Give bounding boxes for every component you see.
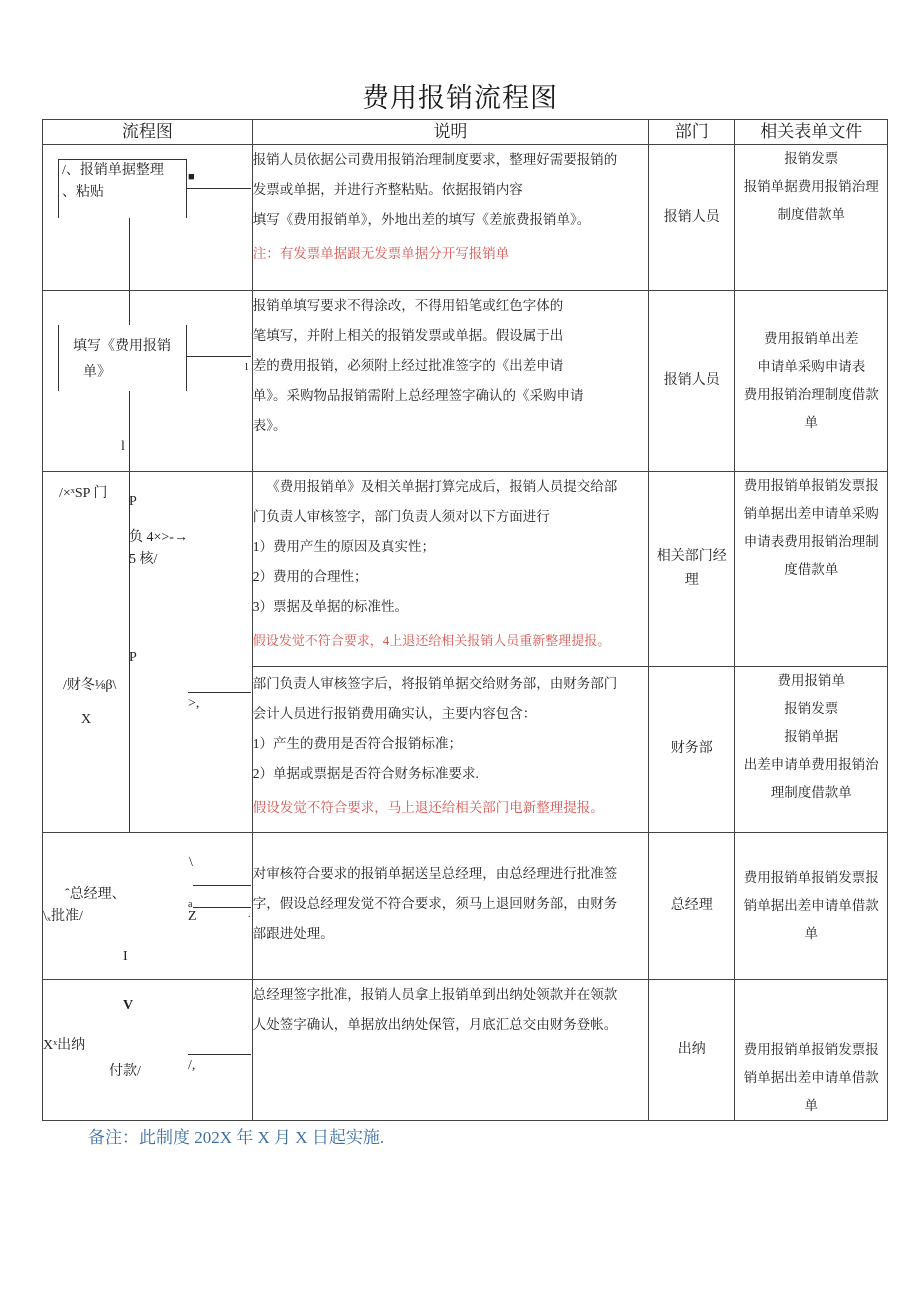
description-line: 单》。采购物品报销需附上总经理签字确认的《采购申请 [252,388,584,403]
description-line: 发票或单据，并进行齐整粘贴。依据报销内容 [252,182,523,197]
description-cell [252,833,648,980]
flow-cell [43,980,253,1121]
flow-step-label: Xˣ出纳 [43,1038,86,1053]
description-note: 注：有发票单据跟无发票单据分开写报销单 [252,246,510,261]
flow-cell [43,291,253,472]
flow-step-label: X [81,712,92,727]
department-cell: 财务部 [649,666,735,832]
form-line: 报销发票 [784,151,839,166]
form-line: 申请表费用报销治理制 [743,534,879,549]
form-line: 报销单据费用报销治理 [743,179,879,194]
description-line: 人处签字确认，单据放出纳处保管，月底汇总交由财务登帐。 [252,1017,618,1032]
form-line: 单 [804,1098,818,1113]
flow-step-label: l [121,439,125,454]
flow-step-label: >, [188,696,200,711]
header-flow: 流程图 [43,120,253,145]
form-line: 费用报销单报销发票报 [743,1042,879,1057]
description-line: 对审核符合要求的报销单据送呈总经理，由总经理进行批准签 [252,866,618,881]
department-cell: 出纳 [649,980,735,1121]
flow-step-label: 填写《费用报销 [73,339,171,354]
description-cell [252,472,648,667]
forms-cell [735,145,888,291]
flow-cell [43,439,253,833]
flow-cell [43,145,253,291]
description-line: 表》。 [252,418,287,433]
flow-step-label: V [123,998,134,1013]
flow-cell [43,833,253,980]
flow-step-label: \ₓ批准/ [43,909,83,924]
table-row [43,833,888,980]
description-line: 填写《费用报销单》，外地出差的填写《差旅费报销单》。 [252,212,591,227]
flow-step-label: /、报销单据整理 [62,163,164,178]
flow-step-label: \ [189,855,193,870]
form-line: 费用报销单报销发票报 [743,870,879,885]
department-cell [649,472,735,667]
flow-step-label: Z [188,909,197,924]
flow-step-label: a [188,899,193,910]
flow-step-label: . [248,909,251,920]
forms-cell [735,833,888,980]
flow-step-label: P [129,494,137,509]
description-line: 门负责人审核签字，部门负责人须对以下方面进行 [252,509,550,524]
description-line: 1）产生的费用是否符合报销标准； [252,735,462,751]
description-line: 总经理签字批准，报销人员拿上报销单到出纳处领款并在领款 [252,987,618,1002]
flow-step-label: 、粘贴 [62,185,104,200]
flow-step-label: 付款/ [109,1064,141,1079]
page-title: 费用报销流程图 [362,83,558,113]
department-line: 相关部门经 [656,548,727,564]
description-cell [252,291,648,472]
table-row [43,291,888,472]
description-line: 报销单填写要求不得涂改，不得用铅笔或红色字体的 [252,298,564,313]
flow-mark: l [245,361,249,373]
department-line: 理 [684,572,699,588]
description-line: 字，假设总经理发觉不符合要求，须马上退回财务部，由财务 [252,896,618,911]
header-row [43,120,888,145]
form-line: 报销发票 [784,700,839,716]
description-line: 3）票据及单据的标准性。 [252,599,408,614]
forms-cell [735,472,888,667]
description-line: 1）费用产生的原因及真实性； [252,539,435,554]
form-line: 销单据出差申请单借款 [743,1070,879,1085]
flow-step-label: 5 核/ [129,552,158,567]
description-cell [252,980,648,1121]
form-line: 费用报销单报销发票报 [743,478,879,493]
footnote: 备注：此制度 202X 年 X 月 X 日起实施. [88,1128,385,1147]
form-line: 度借款单 [784,562,839,577]
table-row [43,472,888,667]
form-line: 费用报销治理制度借款 [743,387,879,402]
description-line: 会计人员进行报销费用确实认，主要内容包含： [252,705,537,721]
form-line: 报销单据 [784,728,839,744]
flow-step-label: /×ˣSP 门 [59,486,108,501]
form-line: 出差申请单费用报销治 [743,756,879,772]
header-dept: 部门 [649,120,735,145]
description-line: 部跟进处理。 [252,926,334,941]
form-line: 理制度借款单 [770,784,852,800]
description-line: 报销人员依据公司费用报销治理制度要求，整理好需要报销的 [252,152,618,167]
flow-step-label: P [129,650,137,665]
description-line: 部门负责人审核签字后，将报销单据交给财务部，由财务部门 [252,675,618,691]
form-line: 费用报销单出差 [763,331,859,346]
header-desc: 说明 [252,120,648,145]
description-cell [252,145,648,291]
form-line: 单 [804,415,818,430]
table-row [43,980,888,1121]
description-line: 2）单据或票据是否符合财务标准要求. [252,765,479,781]
flow-step-label: /财冬⅛β\ [63,678,117,693]
flow-step-label: 负 4×>-→ [129,530,188,545]
flow-step-label: /, [188,1058,196,1073]
form-line: 销单据出差申请单采购 [743,506,879,521]
flow-step-label: I [123,949,128,964]
forms-cell [735,291,888,472]
description-note: 假设发觉不符合要求，马上退还给相关部门电新整理提报。 [252,799,604,815]
description-note: 假设发觉不符合要求，4上退还给相关报销人员重新整理提报。 [252,633,611,648]
description-line: 笔填写，并附上相关的报销发票或单据。假设属于出 [252,328,564,343]
form-line: 单 [804,926,818,941]
header-forms: 相关表单文件 [735,120,888,145]
description-cell [252,666,648,832]
description-line: 《费用报销单》及相关单据打算完成后，报销人员提交给部 [266,479,618,494]
form-line: 制度借款单 [777,207,845,222]
flow-step-label: 单》 [83,365,111,380]
process-table [42,119,888,1121]
form-line: 申请单采购申请表 [757,359,866,374]
table-row [43,145,888,291]
flow-step-label: ˆ总经理、 [65,887,126,902]
forms-cell [735,980,888,1121]
form-line: 销单据出差申请单借款 [743,898,879,913]
form-line: 费用报销单 [777,672,845,688]
flow-mark: ■ [188,171,195,183]
description-line: 差的费用报销，必须附上经过批准签字的《出差申请 [252,358,564,373]
department-cell: 报销人员 [649,291,735,472]
description-line: 2）费用的合理性； [252,569,368,584]
forms-cell [735,666,888,832]
department-cell: 总经理 [649,833,735,980]
department-cell: 报销人员 [649,145,735,291]
